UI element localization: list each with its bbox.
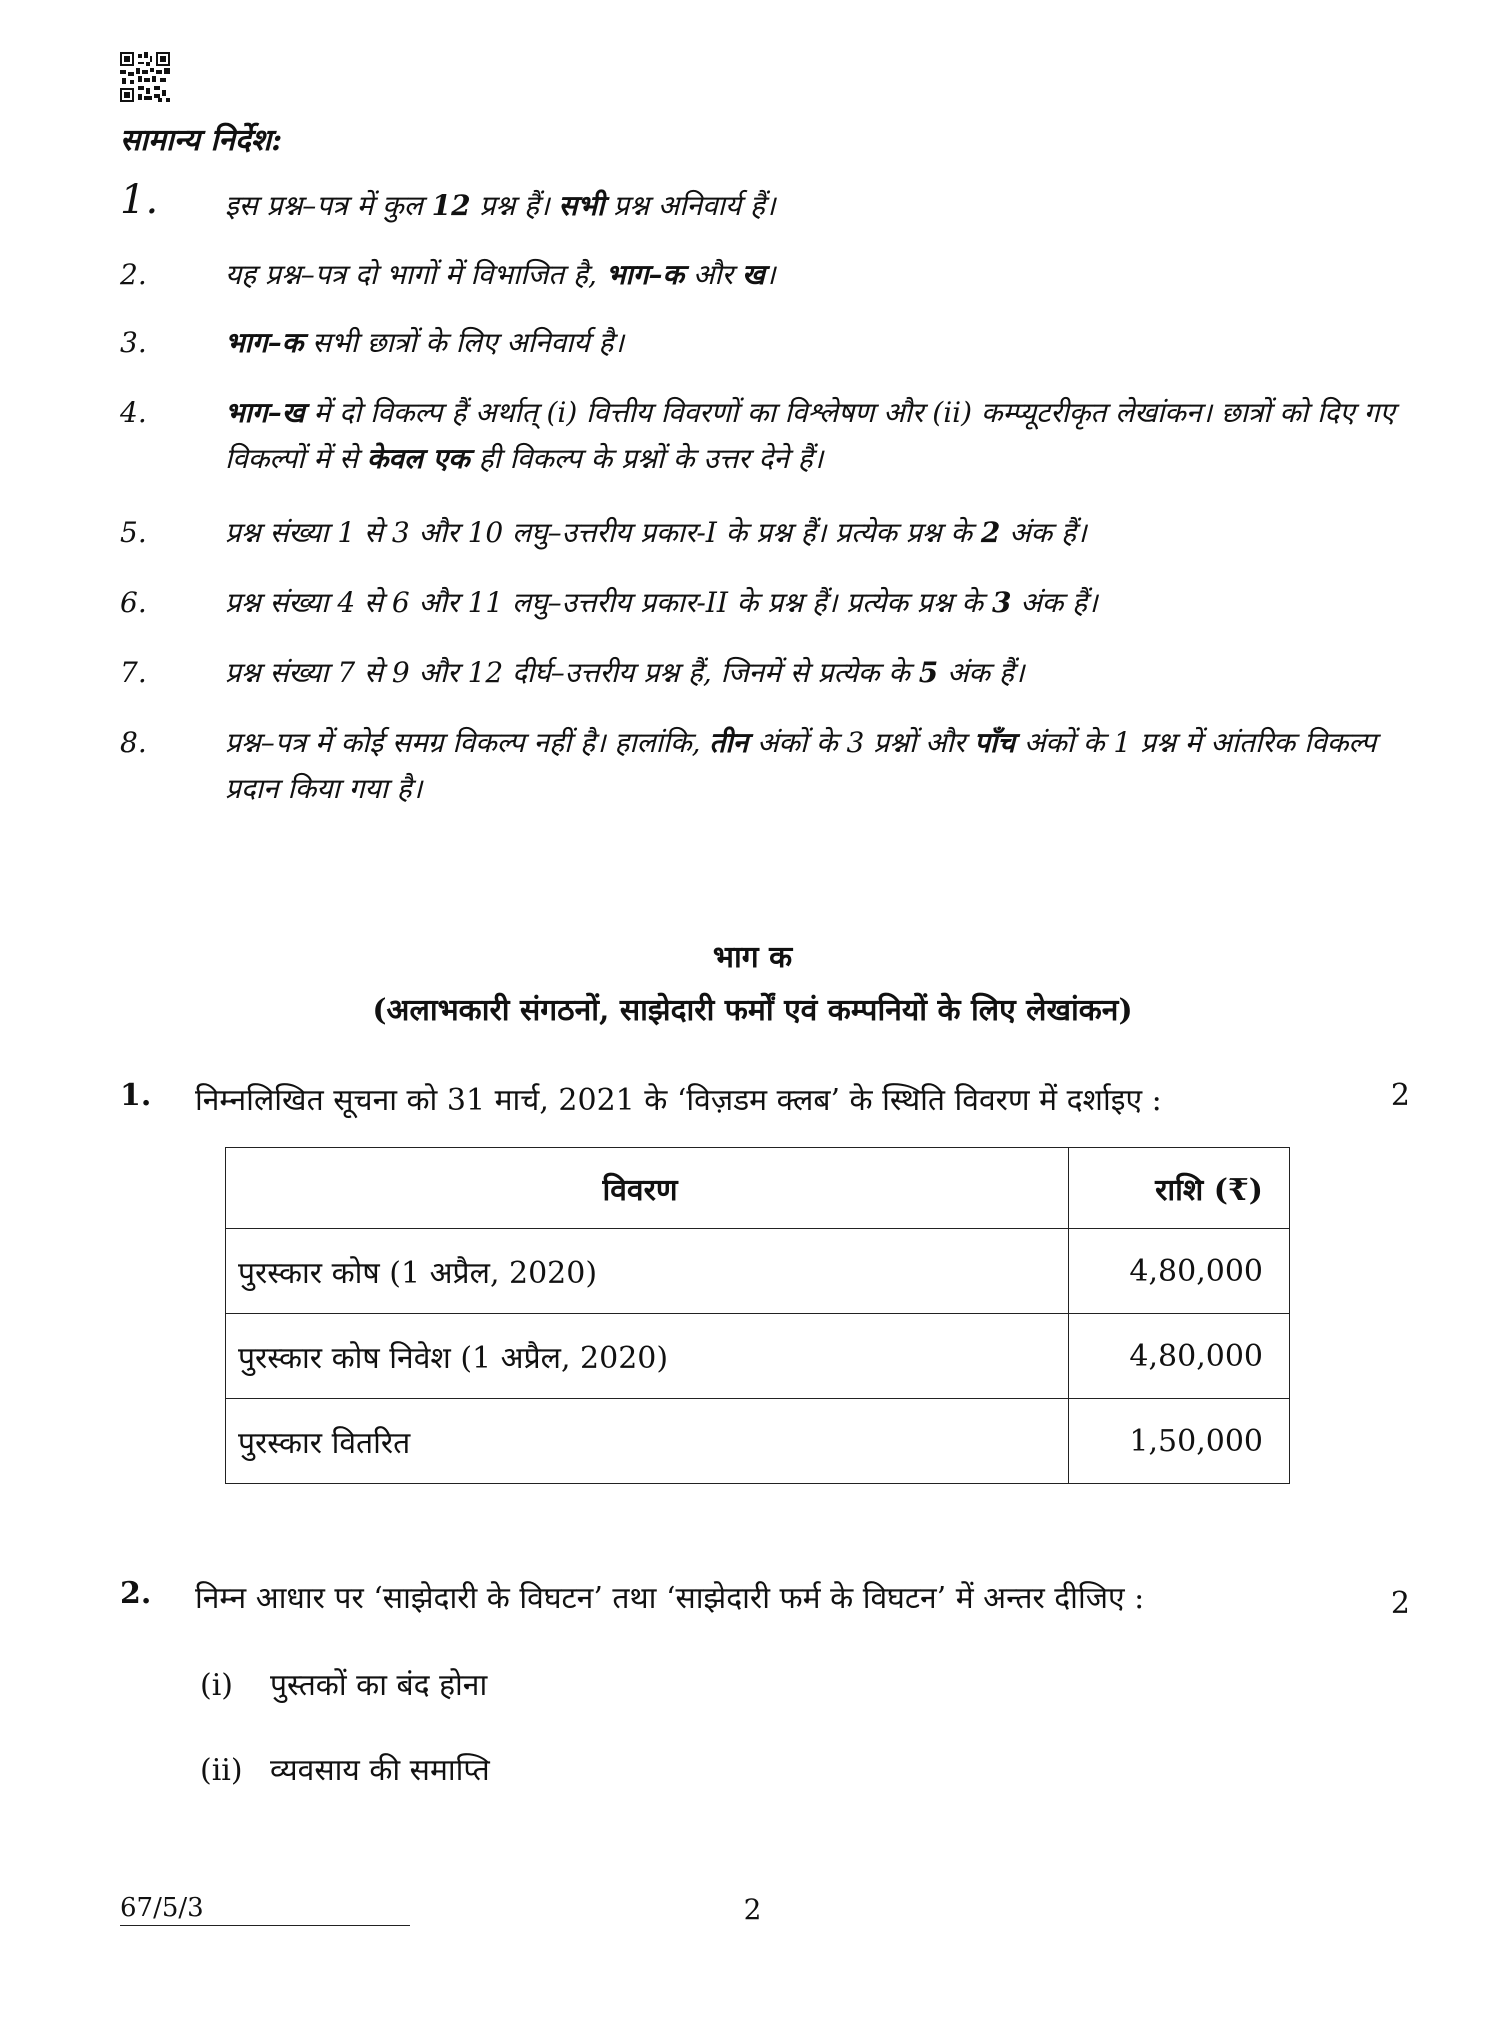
question-2-part [200, 1663, 487, 1704]
instruction-text: यह प्रश्न–पत्र दो भागों में विभाजित है, भाग–क और ख। [225, 258, 776, 291]
question-number: 2. [120, 1576, 152, 1611]
general-instructions-heading: सामान्य निर्देश: [120, 123, 283, 158]
table-cell-particulars: पुरस्कार कोष (1 अप्रैल, 2020) [226, 1229, 1069, 1314]
table-row [226, 1229, 1290, 1314]
part-text: पुस्तकों का बंद होना [270, 1668, 488, 1703]
instruction-number: 6. [120, 586, 147, 619]
question-marks: 2 [1390, 1078, 1410, 1113]
instruction-number: 7. [120, 656, 147, 689]
part-label: (i) [200, 1668, 234, 1703]
page-number: 2 [743, 1893, 762, 1926]
instruction-item [120, 510, 1410, 556]
instruction-number: 1. [120, 177, 159, 223]
table-header-particulars: विवरण [226, 1148, 1069, 1229]
instruction-text: इस प्रश्न–पत्र में कुल 12 प्रश्न हैं। सभी प्रश्न अनिवार्य हैं। [225, 189, 776, 222]
table-cell-particulars: पुरस्कार कोष निवेश (1 अप्रैल, 2020) [226, 1314, 1069, 1399]
section-subtitle: (अलाभकारी संगठनों, साझेदारी फर्मों एवं कम्पनियों के लिए लेखांकन) [372, 993, 1133, 1028]
instruction-text: प्रश्न संख्या 4 से 6 और 11 लघु–उत्तरीय प्रकार-II के प्रश्न हैं। प्रत्येक प्रश्न के 3 अंक हैं। [225, 586, 1098, 619]
instruction-text: भाग–ख में दो विकल्प हैं अर्थात् (i) वित्तीय विवरणों का विश्लेषण और (ii) कम्प्यूटरीकृत लेखांकन। छात्रों को दिए गए विकल्पों में से केवल एक ही विकल्प के प्रश्नों के उत्तर देने हैं। [225, 396, 1395, 475]
instruction-item [120, 320, 1410, 366]
part-label: (ii) [200, 1753, 243, 1788]
instruction-number: 4. [120, 396, 147, 429]
instruction-number: 8. [120, 726, 147, 759]
question-number: 1. [120, 1078, 152, 1113]
question-1 [120, 1078, 1410, 1119]
instruction-text: प्रश्न–पत्र में कोई समग्र विकल्प नहीं है। हालांकि, तीन अंकों के 3 प्रश्नों और पाँच अंकों के 1 प्रश्न में आंतरिक विकल्प प्रदान किया गया है। [225, 726, 1377, 805]
question-marks: 2 [1390, 1586, 1410, 1621]
question-2 [120, 1576, 1410, 1621]
table-cell-amount: 4,80,000 [1069, 1314, 1290, 1399]
instruction-text: प्रश्न संख्या 1 से 3 और 10 लघु–उत्तरीय प्रकार-I के प्रश्न हैं। प्रत्येक प्रश्न के 2 अंक हैं। [225, 516, 1087, 549]
qr-code-icon [120, 52, 170, 102]
instruction-text: प्रश्न संख्या 7 से 9 और 12 दीर्घ–उत्तरीय प्रश्न हैं, जिनमें से प्रत्येक के 5 अंक हैं। [225, 656, 1025, 689]
part-text: व्यवसाय की समाप्ति [270, 1753, 490, 1788]
instruction-item [120, 252, 1410, 298]
table-header-amount: राशि (₹) [1069, 1148, 1290, 1229]
question-text: निम्न आधार पर ‘साझेदारी के विघटन’ तथा ‘साझेदारी फर्म के विघटन’ में अन्तर दीजिए : [195, 1581, 1145, 1616]
table-header-row [226, 1148, 1290, 1229]
table-cell-particulars: पुरस्कार वितरित [226, 1399, 1069, 1484]
instruction-text: भाग–क सभी छात्रों के लिए अनिवार्य है। [225, 326, 625, 359]
instruction-number: 3. [120, 326, 147, 359]
instruction-item [120, 390, 1410, 482]
table-row [226, 1399, 1290, 1484]
question-1-table [225, 1147, 1290, 1484]
instruction-item [120, 650, 1410, 696]
instruction-item [120, 580, 1410, 626]
paper-code: 67/5/3 [120, 1893, 410, 1926]
table-cell-amount: 4,80,000 [1069, 1229, 1290, 1314]
question-text: निम्नलिखित सूचना को 31 मार्च, 2021 के ‘विज़डम क्लब’ के स्थिति विवरण में दर्शाइए : [195, 1083, 1162, 1118]
instruction-number: 2. [120, 258, 147, 291]
instruction-item [120, 177, 1410, 229]
instruction-number: 5. [120, 516, 147, 549]
question-2-part [200, 1748, 490, 1789]
instruction-item [120, 720, 1410, 812]
table-cell-amount: 1,50,000 [1069, 1399, 1290, 1484]
section-title: भाग क [712, 940, 793, 975]
table-row [226, 1314, 1290, 1399]
